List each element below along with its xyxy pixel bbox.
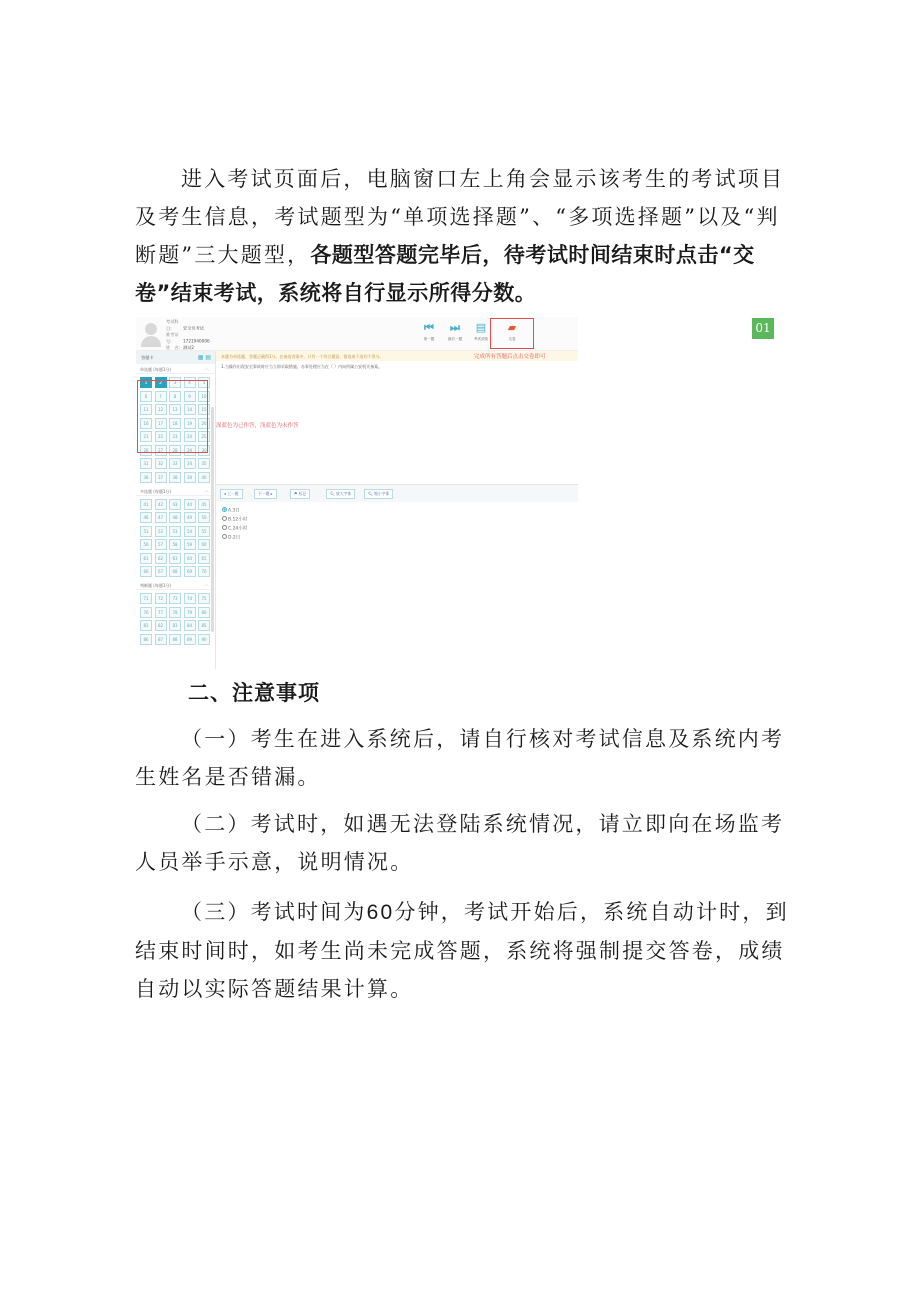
avatar-icon [140, 321, 162, 347]
question-number-cell[interactable]: 43 [169, 499, 181, 510]
question-number-cell[interactable]: 61 [140, 553, 152, 564]
first-question-button[interactable] [416, 321, 442, 347]
radio-icon[interactable] [222, 507, 227, 512]
question-number-cell[interactable]: 62 [155, 553, 167, 564]
nav-label: 上一题 [227, 491, 239, 496]
info-value: 安全员考试 [183, 325, 204, 331]
question-number-cell[interactable]: 50 [198, 512, 210, 523]
answer-option[interactable]: B.12小时 [222, 516, 247, 525]
nav-label: 标记 [298, 491, 307, 496]
question-number-cell[interactable]: 7 [155, 391, 167, 402]
question-number-cell[interactable]: 11 [140, 404, 152, 415]
prev-question-button[interactable]: ◂ 上一题 [220, 489, 243, 499]
question-number-cell[interactable]: 78 [169, 607, 181, 618]
notice-item-2 [135, 805, 790, 881]
intro-normal-text: 进入考试页面后，电脑窗口左上角会显示该考生的考试项目及考生信息，考试题型为“单项选择题”、“多项选择题”以及“判断题”三大题型， [135, 167, 785, 267]
question-number-cell[interactable]: 49 [184, 512, 196, 523]
question-number-cell[interactable]: 39 [184, 472, 196, 483]
question-number-cell[interactable]: 66 [140, 566, 152, 577]
question-number-cell[interactable]: 1 [140, 377, 152, 388]
question-number-cell[interactable]: 26 [140, 445, 152, 456]
question-number-cell[interactable]: 65 [198, 553, 210, 564]
question-number-cell[interactable]: 16 [140, 418, 152, 429]
question-number-cell[interactable]: 71 [140, 593, 152, 604]
question-number-cell[interactable]: 89 [184, 634, 196, 645]
question-number-cell[interactable]: 83 [169, 620, 181, 631]
nav-label: 放大字体 [336, 491, 352, 496]
notice-item-3 [135, 893, 790, 1008]
nav-label: 缩小字体 [374, 491, 390, 496]
question-number-cell[interactable]: 29 [184, 445, 196, 456]
question-number-cell[interactable]: 84 [184, 620, 196, 631]
grid-view-icon[interactable]: ▦ ▤ [197, 354, 211, 361]
annotation-color-note: 深蓝色为已作答，浅蓝色为未作答 [216, 423, 299, 429]
question-number-cell[interactable]: 75 [198, 593, 210, 604]
section-heading: 二、注意事项 [188, 681, 320, 705]
question-number-cell[interactable]: 32 [155, 458, 167, 469]
question-number-cell[interactable]: 54 [184, 526, 196, 537]
section-title[interactable]: 判断题 (每题1分) ︿ [136, 580, 215, 590]
notice-text: （一）考生在进入系统后，请自行核对考试信息及系统内考生姓名是否错漏。 [135, 727, 785, 789]
question-number-cell[interactable]: 68 [169, 566, 181, 577]
question-number-cell[interactable]: 56 [140, 539, 152, 550]
question-number-cell[interactable]: 19 [184, 418, 196, 429]
question-number-cell[interactable]: 21 [140, 431, 152, 442]
question-number-cell[interactable]: 42 [155, 499, 167, 510]
question-number-cell[interactable]: 48 [169, 512, 181, 523]
answer-option[interactable]: C.24小时 [222, 525, 247, 534]
question-number-cell[interactable]: 58 [169, 539, 181, 550]
exam-system-screenshot [136, 317, 578, 669]
question-number-cell[interactable]: 59 [184, 539, 196, 550]
question-number-cell[interactable]: 88 [169, 634, 181, 645]
question-number-cell[interactable]: 80 [198, 607, 210, 618]
question-number-cell[interactable]: 63 [169, 553, 181, 564]
answer-card-header [136, 351, 215, 364]
question-number-cell[interactable]: 10 [198, 391, 210, 402]
info-label: 姓 名: [166, 345, 180, 350]
answer-option[interactable]: A.3日 [222, 507, 247, 516]
question-number-cell[interactable]: 74 [184, 593, 196, 604]
question-tip [216, 351, 578, 361]
answer-card-title: 答题卡 [141, 355, 154, 360]
zoom-in-button[interactable]: 🔍︎ 放大字体 [326, 489, 355, 499]
question-number-cell[interactable]: 51 [140, 526, 152, 537]
question-number-cell[interactable]: 79 [184, 607, 196, 618]
question-number-cell[interactable]: 24 [184, 431, 196, 442]
question-number-cell[interactable]: 87 [155, 634, 167, 645]
folder-icon: ▰ [507, 321, 517, 334]
question-number-cell[interactable]: 18 [169, 418, 181, 429]
question-number-cell[interactable]: 69 [184, 566, 196, 577]
question-number-cell[interactable]: 12 [155, 404, 167, 415]
question-number-cell[interactable]: 57 [155, 539, 167, 550]
question-number-cell[interactable]: 52 [155, 526, 167, 537]
question-number-cell[interactable]: 9 [184, 391, 196, 402]
section-title[interactable]: 多选题 (每题1分) ︿ [136, 486, 215, 496]
annotation-box [137, 380, 208, 453]
question-number-cell[interactable]: 40 [198, 472, 210, 483]
question-number-cell[interactable]: 14 [184, 404, 196, 415]
toolbar-label: 最后一题 [447, 337, 463, 341]
question-number-cell[interactable]: 70 [198, 566, 210, 577]
question-number-cell[interactable]: 3 [169, 377, 181, 388]
question-number-cell[interactable]: 36 [140, 472, 152, 483]
question-number-cell[interactable]: 76 [140, 607, 152, 618]
question-number-cell[interactable]: 82 [155, 620, 167, 631]
question-number-cell[interactable]: 53 [169, 526, 181, 537]
question-number-cell[interactable]: 38 [169, 472, 181, 483]
question-number-cell[interactable]: 23 [169, 431, 181, 442]
notice-text: 分钟，考试开始后，系统自动计时，到结束时间时，如考生尚未完成答题，系统将强制提交答卷，成绩自动以实际答题结果计算。 [135, 900, 789, 1001]
intro-bold-text: 各题型答题完毕后，待考试时间结束时点击“交卷”结束考试，系统将自行显示所得分数。 [135, 243, 755, 305]
last-question-button[interactable] [442, 321, 468, 347]
info-label: 考试科目: [166, 319, 179, 331]
question-number-cell[interactable]: 2 [155, 377, 167, 388]
page-badge: 01 [752, 318, 774, 339]
exam-header [136, 317, 578, 351]
toolbar-label: 第一题 [423, 337, 435, 341]
question-panel [216, 351, 578, 669]
question-number-cell[interactable]: 46 [140, 512, 152, 523]
question-number-cell[interactable]: 33 [169, 458, 181, 469]
question-number-cell[interactable]: 15 [198, 404, 210, 415]
chevron-up-icon[interactable]: ︿ [203, 366, 209, 372]
radio-icon[interactable] [222, 534, 227, 539]
question-number-cell[interactable]: 28 [169, 445, 181, 456]
section-title[interactable]: 单选题 (每题1分) ︿ [136, 364, 215, 374]
toolbar-label: 交卷 [508, 337, 516, 341]
question-number-cell[interactable]: 64 [184, 553, 196, 564]
question-number-cell[interactable]: 45 [198, 499, 210, 510]
question-grid [136, 590, 215, 648]
question-number-cell[interactable]: 25 [198, 431, 210, 442]
question-number-cell[interactable]: 13 [169, 404, 181, 415]
question-grid [136, 496, 215, 581]
question-number-cell[interactable]: 41 [140, 499, 152, 510]
tip-text: 本题为单选题，答题正确得1分。在备选答案中，只有一个符合题意，错选或不选均不得分。 [221, 354, 384, 359]
question-number-cell[interactable]: 30 [198, 445, 210, 456]
question-number-cell[interactable]: 60 [198, 539, 210, 550]
question-number-cell[interactable]: 6 [140, 391, 152, 402]
radio-icon[interactable] [222, 525, 227, 530]
notice-text: （二）考试时，如遇无法登陆系统情况，请立即向在场监考人员举手示意，说明情况。 [135, 812, 785, 874]
question-number-cell[interactable]: 31 [140, 458, 152, 469]
scrollbar[interactable] [211, 407, 214, 632]
info-value: 测试2 [183, 345, 195, 350]
question-number-cell[interactable]: 17 [155, 418, 167, 429]
question-number-cell[interactable]: 34 [184, 458, 196, 469]
exam-duration: 60 [366, 901, 395, 924]
question-number-cell[interactable]: 22 [155, 431, 167, 442]
question-nav-bar [216, 484, 578, 502]
question-number-cell[interactable]: 8 [169, 391, 181, 402]
chevron-up-icon[interactable]: ︿ [203, 487, 209, 494]
radio-icon[interactable] [222, 516, 227, 521]
chevron-up-icon[interactable]: ︿ [203, 582, 209, 588]
question-number-cell[interactable]: 20 [198, 418, 210, 429]
notice-text: （三）考试时间为 [181, 900, 367, 924]
last-icon: ⏭ [450, 321, 460, 334]
question-text: 1.当操作出现安全事故时应当立即采取措施，办事处理应当在（ ）内向所属公安机关备案。 [221, 364, 383, 369]
question-number-cell[interactable]: 5 [198, 377, 210, 388]
question-number-cell[interactable]: 77 [155, 607, 167, 618]
question-number-cell[interactable]: 85 [198, 620, 210, 631]
question-number-cell[interactable]: 72 [155, 593, 167, 604]
answer-options [222, 507, 247, 543]
info-value: 1721940006 [183, 338, 210, 344]
question-number-cell[interactable]: 55 [198, 526, 210, 537]
question-number-cell[interactable]: 4 [184, 377, 196, 388]
question-number-cell[interactable]: 67 [155, 566, 167, 577]
intro-paragraph [135, 160, 790, 312]
notice-item-1 [135, 720, 790, 796]
answer-option[interactable]: D.2日 [222, 534, 247, 543]
question-number-cell[interactable]: 35 [198, 458, 210, 469]
question-number-cell[interactable]: 47 [155, 512, 167, 523]
toolbar-label: 考试须知 [473, 337, 489, 341]
mark-button[interactable]: ⚑ 标记 [290, 489, 310, 499]
question-number-cell[interactable]: 73 [169, 593, 181, 604]
first-icon: ⏮ [424, 321, 434, 334]
annotation-submit-note: 完成所有答题后点击交卷即可 [474, 354, 546, 360]
info-label: 准考证号: [166, 332, 179, 344]
question-number-cell[interactable]: 44 [184, 499, 196, 510]
question-number-cell[interactable]: 90 [198, 634, 210, 645]
zoom-out-button[interactable]: 🔍︎ 缩小字体 [364, 489, 393, 499]
next-question-button[interactable]: 下一题 ▸ [254, 489, 277, 499]
question-number-cell[interactable]: 86 [140, 634, 152, 645]
submit-highlight-box [490, 318, 534, 349]
question-number-cell[interactable]: 81 [140, 620, 152, 631]
question-number-cell[interactable]: 37 [155, 472, 167, 483]
notice-icon: ▤ [475, 321, 487, 334]
question-number-cell[interactable]: 27 [155, 445, 167, 456]
nav-label: 下一题 [258, 491, 270, 496]
